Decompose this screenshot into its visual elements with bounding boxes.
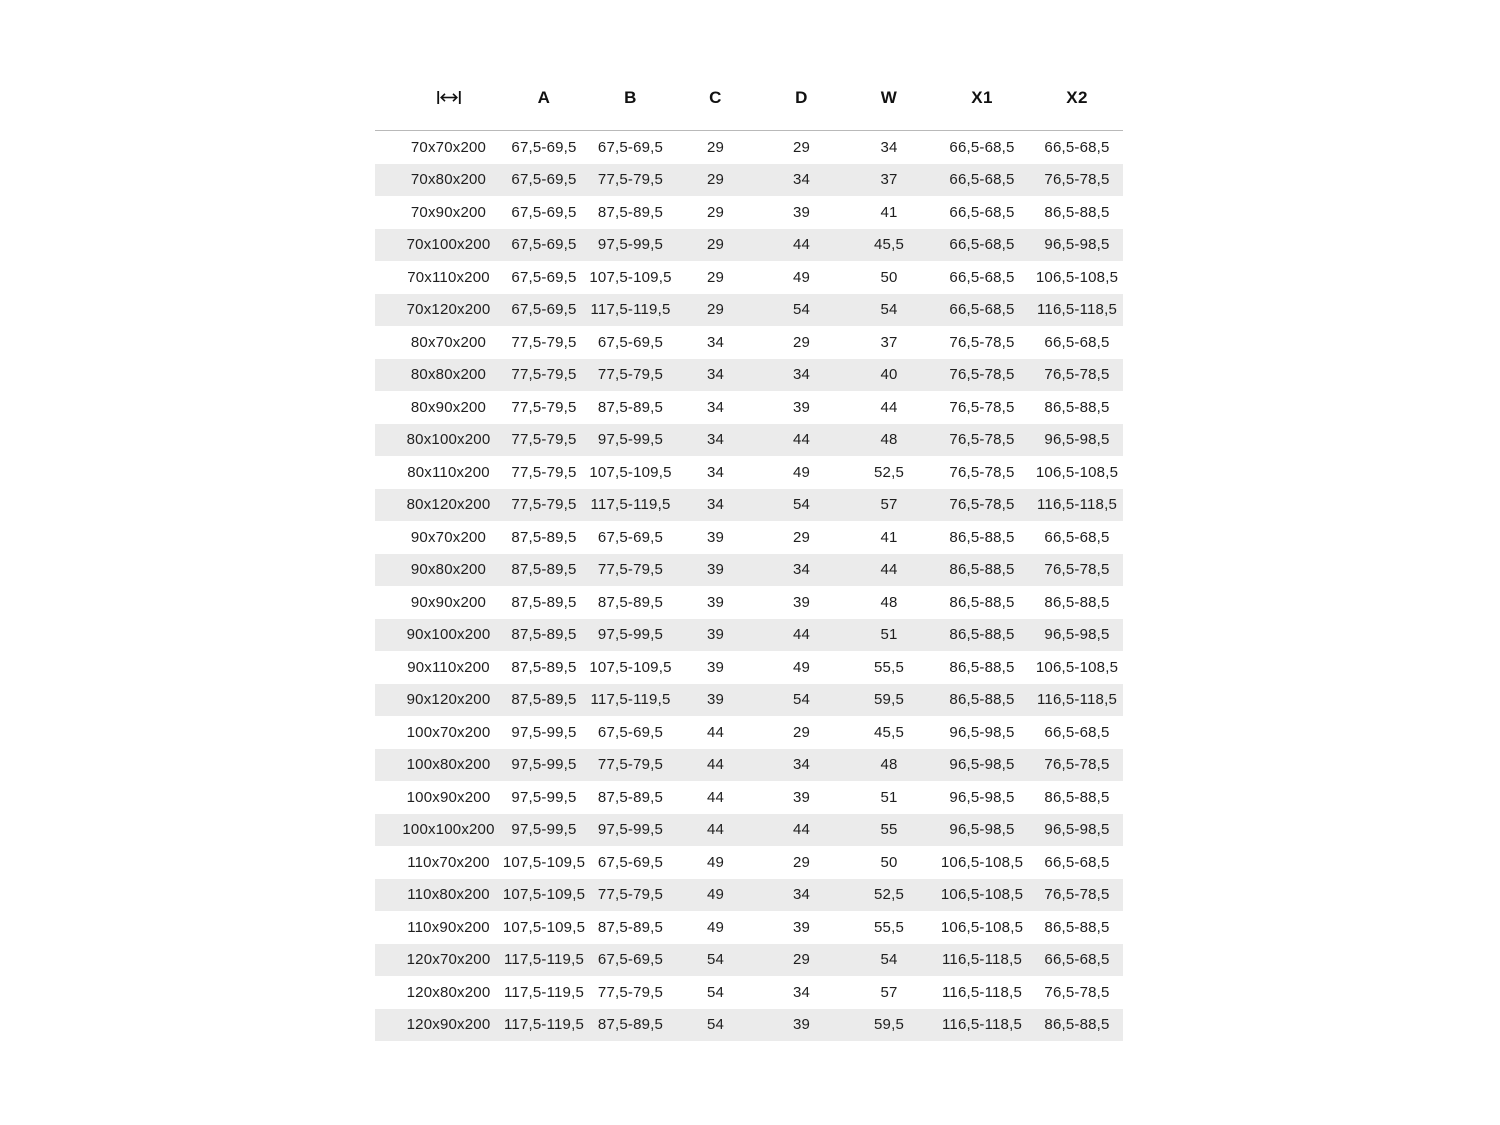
value-cell: 117,5-119,5 <box>590 496 671 514</box>
value-cell: 87,5-89,5 <box>511 528 577 546</box>
value-cell: 77,5-79,5 <box>511 463 577 481</box>
table-row <box>375 1009 1123 1042</box>
value-cell: 52,5 <box>874 886 904 904</box>
value-cell: 29 <box>706 203 725 221</box>
table-row <box>375 489 1123 522</box>
value-cell: 86,5-88,5 <box>949 691 1015 709</box>
value-cell: 39 <box>706 658 725 676</box>
value-cell: 34 <box>792 561 811 579</box>
table-row <box>375 976 1123 1009</box>
size-cell: 70x80x200 <box>410 171 487 189</box>
value-cell: 116,5-118,5 <box>941 1016 1023 1034</box>
value-cell: 44 <box>706 756 725 774</box>
value-cell: 86,5-88,5 <box>1044 788 1110 806</box>
value-cell: 67,5-69,5 <box>511 171 577 189</box>
table-row <box>375 456 1123 489</box>
column-header-x2: X2 <box>1066 87 1088 107</box>
value-cell: 87,5-89,5 <box>511 626 577 644</box>
column-header-a: A <box>537 87 551 107</box>
value-cell: 67,5-69,5 <box>597 853 664 871</box>
value-cell: 76,5-78,5 <box>949 366 1015 384</box>
value-cell: 117,5-119,5 <box>590 691 671 709</box>
table-row <box>375 684 1123 717</box>
table-row <box>375 554 1123 587</box>
size-cell: 80x120x200 <box>406 496 491 514</box>
table-row <box>375 326 1123 359</box>
size-cell: 70x100x200 <box>406 236 491 254</box>
value-cell: 54 <box>880 951 898 969</box>
table-row <box>375 164 1123 197</box>
value-cell: 39 <box>706 528 725 546</box>
size-cell: 110x70x200 <box>407 853 490 871</box>
value-cell: 41 <box>880 528 898 546</box>
value-cell: 44 <box>706 821 725 839</box>
size-cell: 90x90x200 <box>410 593 487 611</box>
size-cell: 80x100x200 <box>406 431 491 449</box>
value-cell: 66,5-68,5 <box>1044 723 1110 741</box>
value-cell: 44 <box>792 821 811 839</box>
value-cell: 57 <box>880 983 898 1001</box>
value-cell: 107,5-109,5 <box>502 853 586 871</box>
value-cell: 77,5-79,5 <box>597 561 664 579</box>
value-cell: 37 <box>880 171 898 189</box>
value-cell: 66,5-68,5 <box>1044 951 1110 969</box>
value-cell: 87,5-89,5 <box>597 593 664 611</box>
value-cell: 107,5-109,5 <box>589 268 672 286</box>
size-cell: 90x100x200 <box>406 626 491 644</box>
value-cell: 97,5-99,5 <box>597 626 664 644</box>
value-cell: 96,5-98,5 <box>1044 821 1110 839</box>
value-cell: 86,5-88,5 <box>949 593 1015 611</box>
value-cell: 29 <box>706 268 725 286</box>
value-cell: 76,5-78,5 <box>949 333 1015 351</box>
value-cell: 39 <box>706 593 725 611</box>
value-cell: 39 <box>706 561 725 579</box>
column-header-b: B <box>624 87 637 107</box>
value-cell: 76,5-78,5 <box>1044 756 1110 774</box>
value-cell: 77,5-79,5 <box>597 886 664 904</box>
value-cell: 117,5-119,5 <box>590 301 671 319</box>
value-cell: 54 <box>706 983 725 1001</box>
size-cell: 70x120x200 <box>406 301 491 319</box>
value-cell: 29 <box>706 236 725 254</box>
size-cell: 110x90x200 <box>407 918 490 936</box>
value-cell: 44 <box>792 626 811 644</box>
value-cell: 76,5-78,5 <box>1044 561 1110 579</box>
value-cell: 66,5-68,5 <box>1044 333 1110 351</box>
table-row <box>375 619 1123 652</box>
value-cell: 40 <box>880 366 898 384</box>
value-cell: 77,5-79,5 <box>511 398 577 416</box>
table-row <box>375 294 1123 327</box>
value-cell: 86,5-88,5 <box>949 528 1015 546</box>
value-cell: 34 <box>792 886 811 904</box>
size-cell: 120x90x200 <box>406 1016 491 1034</box>
value-cell: 66,5-68,5 <box>949 171 1015 189</box>
value-cell: 77,5-79,5 <box>511 431 577 449</box>
table-header-row <box>375 64 1123 131</box>
value-cell: 107,5-109,5 <box>589 658 672 676</box>
value-cell: 86,5-88,5 <box>949 561 1015 579</box>
value-cell: 67,5-69,5 <box>511 301 577 319</box>
value-cell: 117,5-119,5 <box>503 951 585 969</box>
value-cell: 116,5-118,5 <box>941 983 1023 1001</box>
value-cell: 67,5-69,5 <box>597 333 664 351</box>
value-cell: 49 <box>792 658 811 676</box>
value-cell: 67,5-69,5 <box>511 138 577 156</box>
value-cell: 106,5-108,5 <box>940 886 1024 904</box>
size-cell: 80x110x200 <box>407 463 490 481</box>
size-cell: 90x70x200 <box>410 528 487 546</box>
value-cell: 66,5-68,5 <box>949 203 1015 221</box>
value-cell: 29 <box>792 528 811 546</box>
value-cell: 39 <box>792 398 811 416</box>
value-cell: 29 <box>706 171 725 189</box>
value-cell: 39 <box>792 1016 811 1034</box>
size-cell: 110x80x200 <box>407 886 490 904</box>
value-cell: 76,5-78,5 <box>949 496 1015 514</box>
value-cell: 49 <box>706 853 725 871</box>
value-cell: 87,5-89,5 <box>597 788 664 806</box>
value-cell: 29 <box>792 951 811 969</box>
value-cell: 52,5 <box>874 463 904 481</box>
value-cell: 41 <box>880 203 898 221</box>
value-cell: 54 <box>792 691 811 709</box>
value-cell: 34 <box>792 171 811 189</box>
value-cell: 77,5-79,5 <box>597 756 664 774</box>
value-cell: 29 <box>792 138 811 156</box>
size-cell: 70x90x200 <box>410 203 487 221</box>
value-cell: 49 <box>792 268 811 286</box>
column-header-d: D <box>795 87 808 107</box>
value-cell: 34 <box>706 431 725 449</box>
value-cell: 67,5-69,5 <box>511 268 577 286</box>
value-cell: 86,5-88,5 <box>1044 398 1110 416</box>
value-cell: 44 <box>706 723 725 741</box>
value-cell: 117,5-119,5 <box>503 983 585 1001</box>
value-cell: 96,5-98,5 <box>949 723 1015 741</box>
value-cell: 54 <box>792 301 811 319</box>
value-cell: 106,5-108,5 <box>1035 268 1119 286</box>
value-cell: 34 <box>880 138 898 156</box>
value-cell: 116,5-118,5 <box>941 951 1023 969</box>
value-cell: 87,5-89,5 <box>511 593 577 611</box>
value-cell: 55 <box>880 821 898 839</box>
value-cell: 44 <box>706 788 725 806</box>
value-cell: 45,5 <box>874 236 904 254</box>
value-cell: 44 <box>880 561 898 579</box>
table-row <box>375 229 1123 262</box>
value-cell: 66,5-68,5 <box>949 236 1015 254</box>
value-cell: 96,5-98,5 <box>949 788 1015 806</box>
table-row <box>375 911 1123 944</box>
value-cell: 59,5 <box>874 691 904 709</box>
table-row <box>375 651 1123 684</box>
value-cell: 76,5-78,5 <box>949 431 1015 449</box>
value-cell: 34 <box>792 366 811 384</box>
value-cell: 86,5-88,5 <box>1044 593 1110 611</box>
value-cell: 66,5-68,5 <box>949 138 1015 156</box>
value-cell: 86,5-88,5 <box>1044 1016 1110 1034</box>
value-cell: 87,5-89,5 <box>597 918 664 936</box>
size-cell: 70x110x200 <box>407 268 490 286</box>
value-cell: 86,5-88,5 <box>949 626 1015 644</box>
table-row <box>375 391 1123 424</box>
value-cell: 77,5-79,5 <box>597 171 664 189</box>
table-row <box>375 424 1123 457</box>
value-cell: 55,5 <box>874 658 904 676</box>
value-cell: 67,5-69,5 <box>511 236 577 254</box>
value-cell: 107,5-109,5 <box>502 886 586 904</box>
size-cell: 90x120x200 <box>406 691 491 709</box>
value-cell: 54 <box>880 301 898 319</box>
value-cell: 96,5-98,5 <box>1044 431 1110 449</box>
value-cell: 66,5-68,5 <box>949 301 1015 319</box>
value-cell: 39 <box>706 691 725 709</box>
value-cell: 116,5-118,5 <box>1036 496 1118 514</box>
size-cell: 90x110x200 <box>407 658 490 676</box>
value-cell: 48 <box>880 593 898 611</box>
value-cell: 87,5-89,5 <box>597 398 664 416</box>
table-row <box>375 944 1123 977</box>
value-cell: 107,5-109,5 <box>502 918 586 936</box>
value-cell: 97,5-99,5 <box>597 236 664 254</box>
table-row <box>375 846 1123 879</box>
value-cell: 87,5-89,5 <box>597 203 664 221</box>
value-cell: 106,5-108,5 <box>1035 463 1119 481</box>
table-row <box>375 131 1123 164</box>
value-cell: 39 <box>792 788 811 806</box>
value-cell: 44 <box>880 398 898 416</box>
value-cell: 34 <box>706 463 725 481</box>
table-row <box>375 261 1123 294</box>
value-cell: 76,5-78,5 <box>1044 366 1110 384</box>
size-cell: 100x70x200 <box>406 723 491 741</box>
table-row <box>375 781 1123 814</box>
column-header-x1: X1 <box>971 87 993 107</box>
value-cell: 54 <box>706 1016 725 1034</box>
value-cell: 48 <box>880 756 898 774</box>
size-cell: 90x80x200 <box>410 561 487 579</box>
value-cell: 66,5-68,5 <box>1044 138 1110 156</box>
value-cell: 67,5-69,5 <box>597 723 664 741</box>
value-cell: 67,5-69,5 <box>597 528 664 546</box>
size-cell: 100x90x200 <box>406 788 491 806</box>
size-cell: 80x80x200 <box>410 366 487 384</box>
table-row <box>375 586 1123 619</box>
value-cell: 37 <box>880 333 898 351</box>
size-cell: 100x80x200 <box>406 756 491 774</box>
value-cell: 87,5-89,5 <box>511 561 577 579</box>
value-cell: 96,5-98,5 <box>949 756 1015 774</box>
value-cell: 77,5-79,5 <box>597 366 664 384</box>
value-cell: 55,5 <box>874 918 904 936</box>
value-cell: 67,5-69,5 <box>511 203 577 221</box>
value-cell: 87,5-89,5 <box>511 658 577 676</box>
value-cell: 48 <box>880 431 898 449</box>
value-cell: 59,5 <box>874 1016 904 1034</box>
value-cell: 97,5-99,5 <box>511 723 577 741</box>
value-cell: 29 <box>706 301 725 319</box>
value-cell: 96,5-98,5 <box>1044 236 1110 254</box>
value-cell: 29 <box>792 723 811 741</box>
value-cell: 44 <box>792 236 811 254</box>
size-cell: 120x70x200 <box>406 951 491 969</box>
value-cell: 50 <box>880 268 898 286</box>
value-cell: 34 <box>792 983 811 1001</box>
dimension-width-icon <box>375 90 500 105</box>
value-cell: 77,5-79,5 <box>511 366 577 384</box>
value-cell: 97,5-99,5 <box>597 821 664 839</box>
value-cell: 76,5-78,5 <box>1044 886 1110 904</box>
value-cell: 86,5-88,5 <box>1044 918 1110 936</box>
value-cell: 54 <box>792 496 811 514</box>
table-row <box>375 879 1123 912</box>
value-cell: 96,5-98,5 <box>949 821 1015 839</box>
value-cell: 57 <box>880 496 898 514</box>
column-header-w: W <box>880 87 898 107</box>
value-cell: 29 <box>792 333 811 351</box>
value-cell: 87,5-89,5 <box>511 691 577 709</box>
table-row <box>375 716 1123 749</box>
value-cell: 76,5-78,5 <box>1044 171 1110 189</box>
value-cell: 51 <box>880 788 898 806</box>
value-cell: 96,5-98,5 <box>1044 626 1110 644</box>
value-cell: 106,5-108,5 <box>940 853 1024 871</box>
value-cell: 77,5-79,5 <box>511 496 577 514</box>
size-cell: 70x70x200 <box>410 138 487 156</box>
column-header-c: C <box>709 87 722 107</box>
value-cell: 107,5-109,5 <box>589 463 672 481</box>
value-cell: 34 <box>706 333 725 351</box>
size-cell: 80x70x200 <box>410 333 487 351</box>
value-cell: 49 <box>706 886 725 904</box>
value-cell: 77,5-79,5 <box>511 333 577 351</box>
value-cell: 66,5-68,5 <box>1044 528 1110 546</box>
value-cell: 106,5-108,5 <box>940 918 1024 936</box>
size-cell: 100x100x200 <box>402 821 495 839</box>
value-cell: 54 <box>706 951 725 969</box>
value-cell: 77,5-79,5 <box>597 983 664 1001</box>
value-cell: 34 <box>706 496 725 514</box>
value-cell: 34 <box>792 756 811 774</box>
value-cell: 97,5-99,5 <box>511 756 577 774</box>
table-row <box>375 521 1123 554</box>
value-cell: 29 <box>706 138 725 156</box>
value-cell: 86,5-88,5 <box>1044 203 1110 221</box>
value-cell: 97,5-99,5 <box>597 431 664 449</box>
value-cell: 106,5-108,5 <box>1035 658 1119 676</box>
value-cell: 45,5 <box>874 723 904 741</box>
value-cell: 86,5-88,5 <box>949 658 1015 676</box>
size-cell: 80x90x200 <box>410 398 487 416</box>
value-cell: 51 <box>880 626 898 644</box>
value-cell: 66,5-68,5 <box>949 268 1015 286</box>
value-cell: 117,5-119,5 <box>503 1016 585 1034</box>
size-cell: 120x80x200 <box>406 983 491 1001</box>
value-cell: 34 <box>706 398 725 416</box>
value-cell: 39 <box>792 593 811 611</box>
value-cell: 116,5-118,5 <box>1036 301 1118 319</box>
table-row <box>375 359 1123 392</box>
value-cell: 76,5-78,5 <box>1044 983 1110 1001</box>
table-row <box>375 749 1123 782</box>
value-cell: 116,5-118,5 <box>1036 691 1118 709</box>
value-cell: 50 <box>880 853 898 871</box>
table-row <box>375 814 1123 847</box>
value-cell: 66,5-68,5 <box>1044 853 1110 871</box>
value-cell: 34 <box>706 366 725 384</box>
value-cell: 39 <box>706 626 725 644</box>
value-cell: 67,5-69,5 <box>597 951 664 969</box>
value-cell: 97,5-99,5 <box>511 821 577 839</box>
value-cell: 76,5-78,5 <box>949 398 1015 416</box>
value-cell: 29 <box>792 853 811 871</box>
value-cell: 39 <box>792 203 811 221</box>
value-cell: 49 <box>706 918 725 936</box>
value-cell: 87,5-89,5 <box>597 1016 664 1034</box>
value-cell: 39 <box>792 918 811 936</box>
value-cell: 49 <box>792 463 811 481</box>
table-row <box>375 196 1123 229</box>
dimension-table <box>375 64 1123 1041</box>
value-cell: 67,5-69,5 <box>597 138 664 156</box>
table-body <box>375 131 1123 1041</box>
value-cell: 97,5-99,5 <box>511 788 577 806</box>
value-cell: 44 <box>792 431 811 449</box>
value-cell: 76,5-78,5 <box>949 463 1015 481</box>
